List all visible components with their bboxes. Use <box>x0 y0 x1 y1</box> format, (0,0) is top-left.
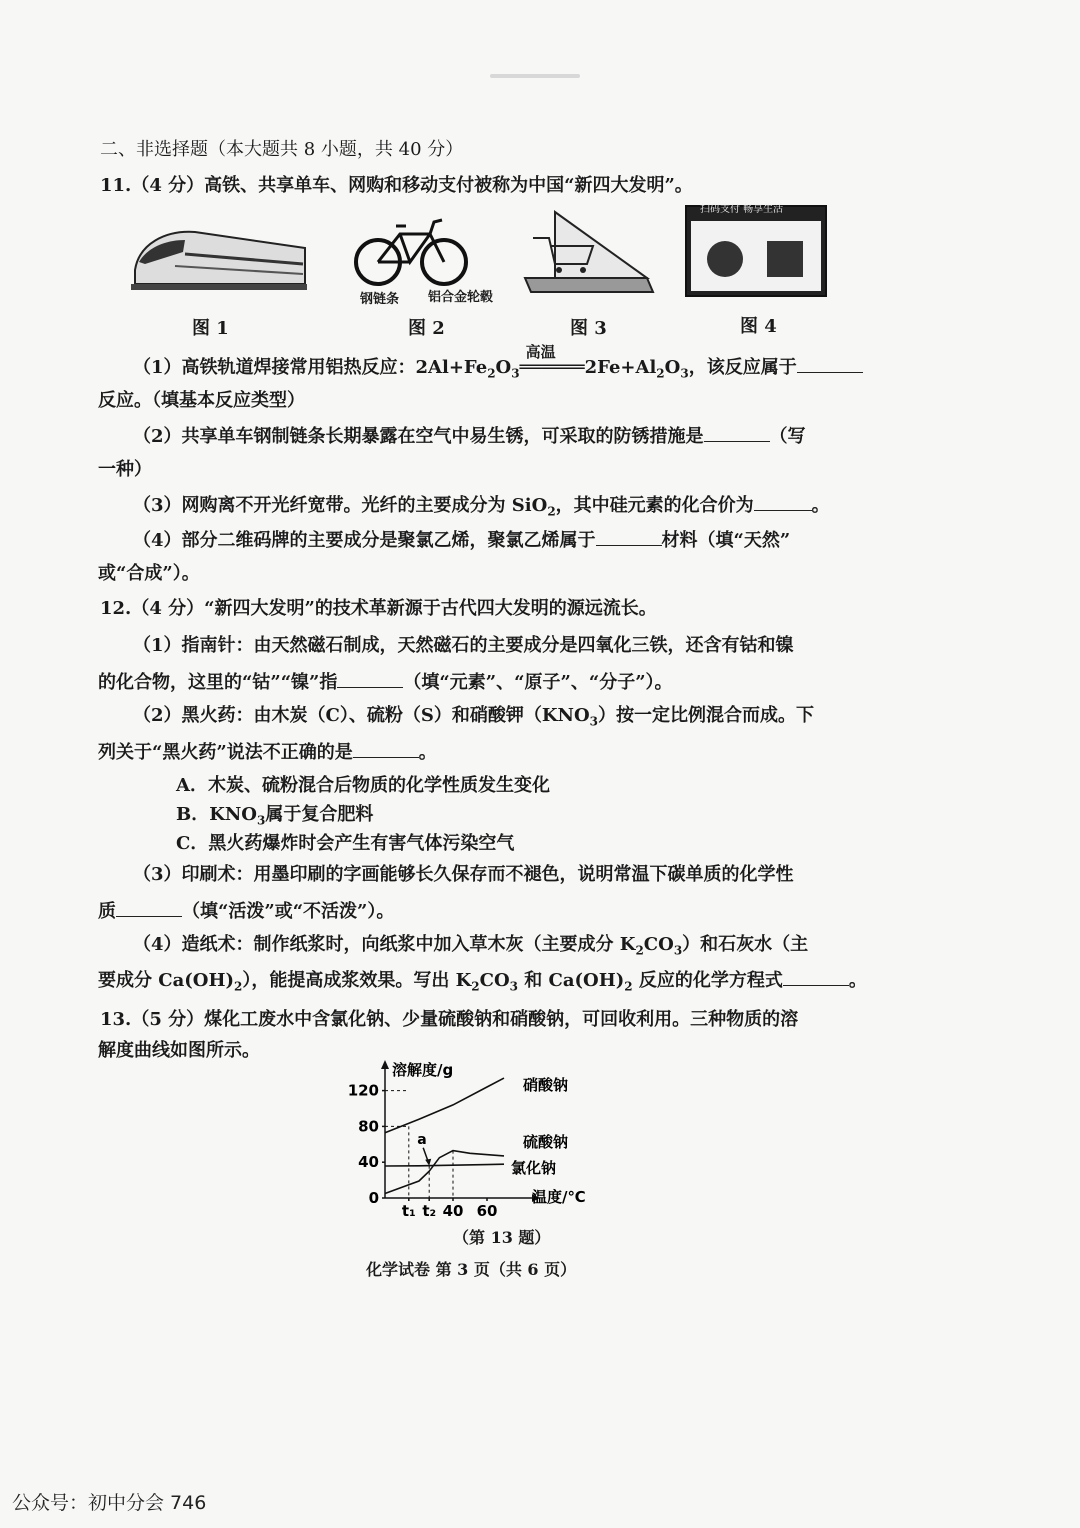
series-line <box>385 1151 504 1194</box>
figure-4-caption: 图 4 <box>740 316 777 337</box>
annotation-arrowhead <box>425 1159 431 1166</box>
q11-blank-4[interactable] <box>596 527 662 546</box>
q12-option-a: A．木炭、硫粉混合后物质的化学性质发生变化 <box>176 775 550 796</box>
q13-figure-caption: （第 13 题） <box>453 1228 551 1247</box>
annotation-label: a <box>417 1131 427 1148</box>
q12-part1-line2: 的化合物，这里的“钴”“镍”指 （填“元素”、“原子”、“分子”）。 <box>98 669 673 695</box>
x-tick-label: 60 <box>476 1202 498 1220</box>
q12-blank-1[interactable] <box>337 669 403 688</box>
q11-part4-line1: （4）部分二维码牌的主要成分是聚氯乙烯，聚氯乙烯属于 材料（填“天然” <box>133 527 790 553</box>
y-tick-label: 0 <box>368 1189 379 1207</box>
q12-part4-line2: 要成分 $Ca(OH)_2$），能提高成浆效果。写出 $K_2CO_3$ 和 $Ca(OH)_2$ 反应的化学方程式 。 <box>98 967 867 999</box>
solubility-chart <box>340 1055 620 1225</box>
q12-option-c: C．黑火药爆炸时会产生有害气体污染空气 <box>176 833 515 854</box>
x-tick-label: 40 <box>442 1202 464 1220</box>
q11-part1-line2: 反应。（填基本反应类型） <box>98 390 305 411</box>
bicycle-icon <box>352 212 470 292</box>
q12-blank-2[interactable] <box>353 739 419 758</box>
q11-part3: （3）网购离不开光纤宽带。光纤的主要成分为 SiO$_2$，其中硅元素的化合价为 。 <box>133 492 830 524</box>
scan-mark <box>490 74 580 78</box>
q12-stem: 12.（4 分）“新四大发明”的技术革新源于古代四大发明的源远流长。 <box>100 598 657 619</box>
q12-part4-line1: （4）造纸术：制作纸浆时，向纸浆中加入草木灰（主要成分 $K_2CO_3$）和石灰水（主 <box>133 934 809 958</box>
bicycle-label-hub: 铝合金轮毂 <box>428 290 494 305</box>
y-tick-label: 120 <box>347 1081 379 1100</box>
series-line <box>385 1164 504 1166</box>
shopping-cart-laptop-icon <box>515 208 655 298</box>
y-axis-label: 溶解度/g <box>392 1061 454 1079</box>
q11-part2-line1: （2）共享单车钢制链条长期暴露在空气中易生锈，可采取的防锈措施是 （写 <box>133 423 806 449</box>
q13-stem-line1: 13.（5 分）煤化工废水中含氯化钠、少量硫酸钠和硝酸钠，可回收利用。三种物质的溶 <box>100 1009 799 1030</box>
q12-part2-line1: （2）黑火药：由木炭（C）、硫粉（S）和硝酸钾$(KNO_3)$按一定比例混合而成。下 <box>133 705 814 729</box>
y-tick-label: 40 <box>358 1153 379 1172</box>
bicycle-label-chain: 钢链条 <box>360 292 400 307</box>
x-axis-label: 温度/℃ <box>532 1188 586 1206</box>
page-footer: 化学试卷 第 3 页（共 6 页） <box>366 1260 577 1279</box>
payment-banner: 扫码支付 畅享生活 <box>700 204 784 215</box>
figure-1-caption: 图 1 <box>192 318 229 339</box>
q12-blank-4[interactable] <box>783 967 849 986</box>
q11-blank-1[interactable] <box>797 354 863 373</box>
payment-qr-board-icon <box>685 205 827 297</box>
reaction-condition: 高温 ══════ <box>519 343 585 378</box>
chart-axes <box>381 1060 540 1202</box>
x-tick-label: t₂ <box>422 1202 437 1220</box>
series-label: 硝酸钠 <box>523 1076 569 1094</box>
source-watermark: 公众号：初中分会 746 <box>12 1492 207 1514</box>
q12-blank-3[interactable] <box>116 898 182 917</box>
q12-part3-line1: （3）印刷术：用墨印刷的字画能够长久保存而不褪色，说明常温下碳单质的化学性 <box>133 864 794 885</box>
section-title: 二、非选择题（本大题共 8 小题，共 40 分） <box>100 139 464 160</box>
q11-part2-line2: 一种） <box>98 459 152 480</box>
q11-part4-line2: 或“合成”）。 <box>98 563 200 584</box>
q11-blank-2[interactable] <box>704 423 770 442</box>
q13-stem-line2: 解度曲线如图所示。 <box>98 1040 260 1061</box>
q11-part1-line1: （1）高铁轨道焊接常用铝热反应：$2Al+Fe_2O_3$ 高温 $══════2Fe+Al_2O_3$，该反应属于 <box>133 354 863 386</box>
q12-option-b: B．$KNO_3$属于复合肥料 <box>176 804 374 828</box>
y-tick-label: 80 <box>358 1117 379 1136</box>
series-label: 氯化钠 <box>511 1159 557 1177</box>
high-speed-train-icon <box>125 222 310 294</box>
q12-part2-line2: 列关于“黑火药”说法不正确的是 。 <box>98 739 437 765</box>
series-label: 硫酸钠 <box>523 1133 569 1151</box>
q11-blank-3[interactable] <box>754 492 812 511</box>
q12-part3-line2: 质 （填“活泼”或“不活泼”）。 <box>98 898 394 924</box>
figure-2-caption: 图 2 <box>408 318 445 339</box>
series-line <box>385 1078 504 1133</box>
figure-3-caption: 图 3 <box>570 318 607 339</box>
q12-part1-line1: （1）指南针：由天然磁石制成，天然磁石的主要成分是四氧化三铁，还含有钴和镍 <box>133 635 794 656</box>
x-tick-label: t₁ <box>401 1202 416 1220</box>
q11-stem: 11.（4 分）高铁、共享单车、网购和移动支付被称为中国“新四大发明”。 <box>100 175 693 196</box>
